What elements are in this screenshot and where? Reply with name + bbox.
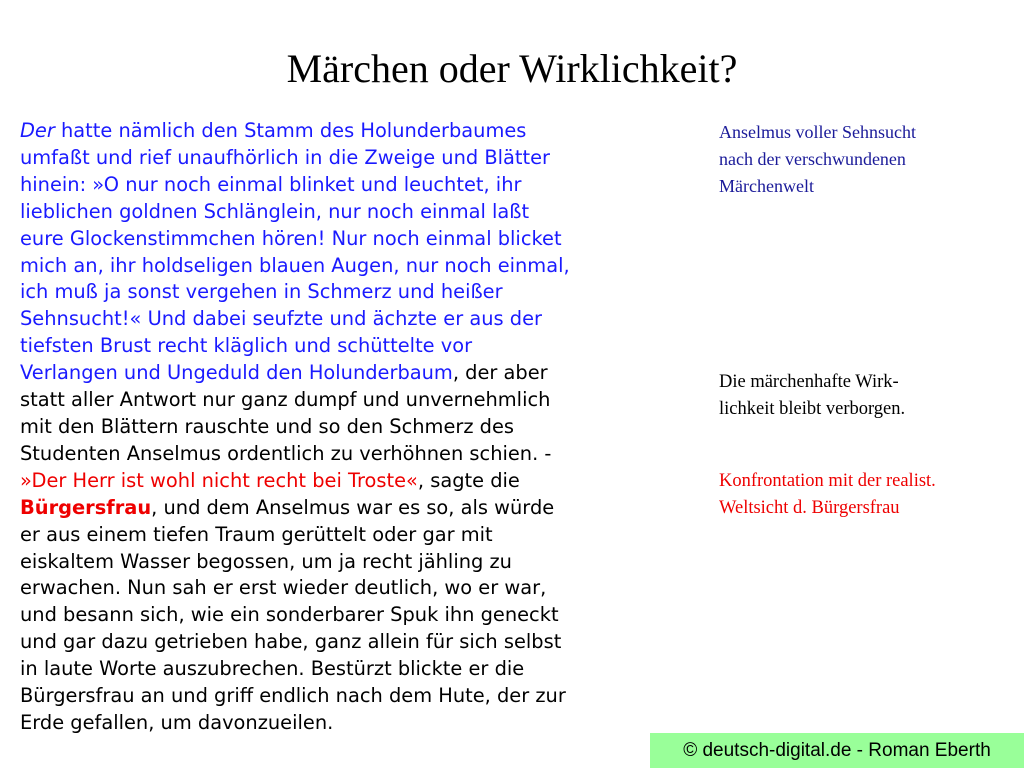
text-line bbox=[20, 656, 684, 683]
text-line bbox=[20, 575, 684, 602]
text-line bbox=[20, 468, 684, 495]
note-line: Konfrontation mit der realist. bbox=[719, 471, 936, 491]
text-segment: , sagte die bbox=[417, 468, 520, 492]
text-line bbox=[20, 360, 684, 387]
main-text-passage bbox=[20, 118, 684, 737]
note-konfrontation bbox=[719, 468, 1009, 522]
text-segment: mit den Blättern rauschte und so den Schmerz des bbox=[20, 414, 515, 438]
text-line bbox=[20, 522, 684, 549]
text-segment: hatte nämlich den Stamm des Holunderbaumes bbox=[54, 119, 527, 142]
text-segment: »Der Herr ist wohl nicht recht bei Troste« bbox=[20, 468, 418, 492]
text-line bbox=[20, 172, 684, 199]
text-line bbox=[20, 495, 684, 522]
text-line bbox=[20, 441, 684, 468]
text-segment: Bürgersfrau an und griff endlich nach dem Hute, der zur bbox=[20, 684, 566, 708]
note-line: Märchenwelt bbox=[719, 176, 814, 196]
text-segment: lieblichen goldnen Schlänglein, nur noch einmal laßt bbox=[20, 199, 530, 223]
text-segment: er aus einem tiefen Traum gerüttelt oder gar mit bbox=[20, 522, 493, 546]
text-segment: Erde gefallen, um davonzueilen. bbox=[20, 710, 334, 734]
note-sehnsucht bbox=[719, 119, 1009, 200]
note-line: Anselmus voller Sehnsucht bbox=[719, 122, 916, 142]
note-line: nach der verschwundenen bbox=[719, 149, 906, 169]
text-line bbox=[20, 199, 684, 226]
text-line bbox=[20, 414, 684, 441]
text-line bbox=[20, 253, 684, 280]
note-line: Weltsicht d. Bürgersfrau bbox=[719, 498, 900, 518]
text-segment: Verlangen und Ungeduld den Holunderbaum bbox=[20, 361, 453, 385]
text-segment: mich an, ihr holdseligen blauen Augen, nur noch einmal, bbox=[20, 253, 570, 277]
note-line: Die märchenhafte Wirk- bbox=[719, 372, 899, 392]
text-segment: erwachen. Nun sah er erst wieder deutlich, wo er war, bbox=[20, 576, 547, 600]
text-segment: hinein: »O nur noch einmal blinket und leuchtet, ihr bbox=[20, 172, 522, 196]
copyright-footer: © deutsch-digital.de - Roman Eberth bbox=[650, 733, 1024, 768]
text-segment: eure Glockenstimmchen hören! Nur noch einmal blicket bbox=[20, 226, 562, 250]
text-line bbox=[20, 387, 684, 414]
text-segment: ich muß ja sonst vergehen in Schmerz und heißer bbox=[20, 280, 503, 304]
note-line: lichkeit bleibt verborgen. bbox=[719, 399, 906, 419]
text-segment: , der aber bbox=[452, 361, 548, 385]
text-line bbox=[20, 549, 684, 576]
text-segment: tiefsten Brust recht kläglich und schüttelte vor bbox=[20, 334, 473, 358]
text-line bbox=[20, 118, 684, 145]
text-segment: Bürgersfrau bbox=[20, 495, 152, 519]
text-line bbox=[20, 145, 684, 172]
text-segment: Der bbox=[20, 119, 55, 142]
page-title: Märchen oder Wirklichkeit? bbox=[286, 46, 738, 91]
text-line bbox=[20, 683, 684, 710]
text-line bbox=[20, 602, 684, 629]
text-segment: eiskaltem Wasser begossen, um ja recht jähling zu bbox=[20, 549, 512, 573]
text-segment: umfaßt und rief unaufhörlich in die Zweige und Blätter bbox=[20, 145, 551, 169]
text-line bbox=[20, 710, 684, 737]
text-line bbox=[20, 629, 684, 656]
text-segment: Sehnsucht!« Und dabei seufzte und ächzte er aus der bbox=[20, 307, 542, 331]
text-line bbox=[20, 333, 684, 360]
text-segment: , und dem Anselmus war es so, als würde bbox=[151, 495, 555, 519]
text-line bbox=[20, 279, 684, 306]
text-line bbox=[20, 226, 684, 253]
text-line bbox=[20, 306, 684, 333]
text-segment: und besann sich, wie ein sonderbarer Spuk ihn geneckt bbox=[20, 603, 559, 627]
text-segment: statt aller Antwort nur ganz dumpf und unvernehmlich bbox=[20, 388, 551, 412]
text-segment: in laute Worte auszubrechen. Bestürzt blickte er die bbox=[20, 657, 525, 681]
text-segment: Studenten Anselmus ordentlich zu verhöhnen schien. - bbox=[20, 441, 552, 465]
text-segment: und gar dazu getrieben habe, ganz allein für sich selbst bbox=[20, 630, 562, 654]
note-wirklichkeit bbox=[719, 369, 1009, 423]
